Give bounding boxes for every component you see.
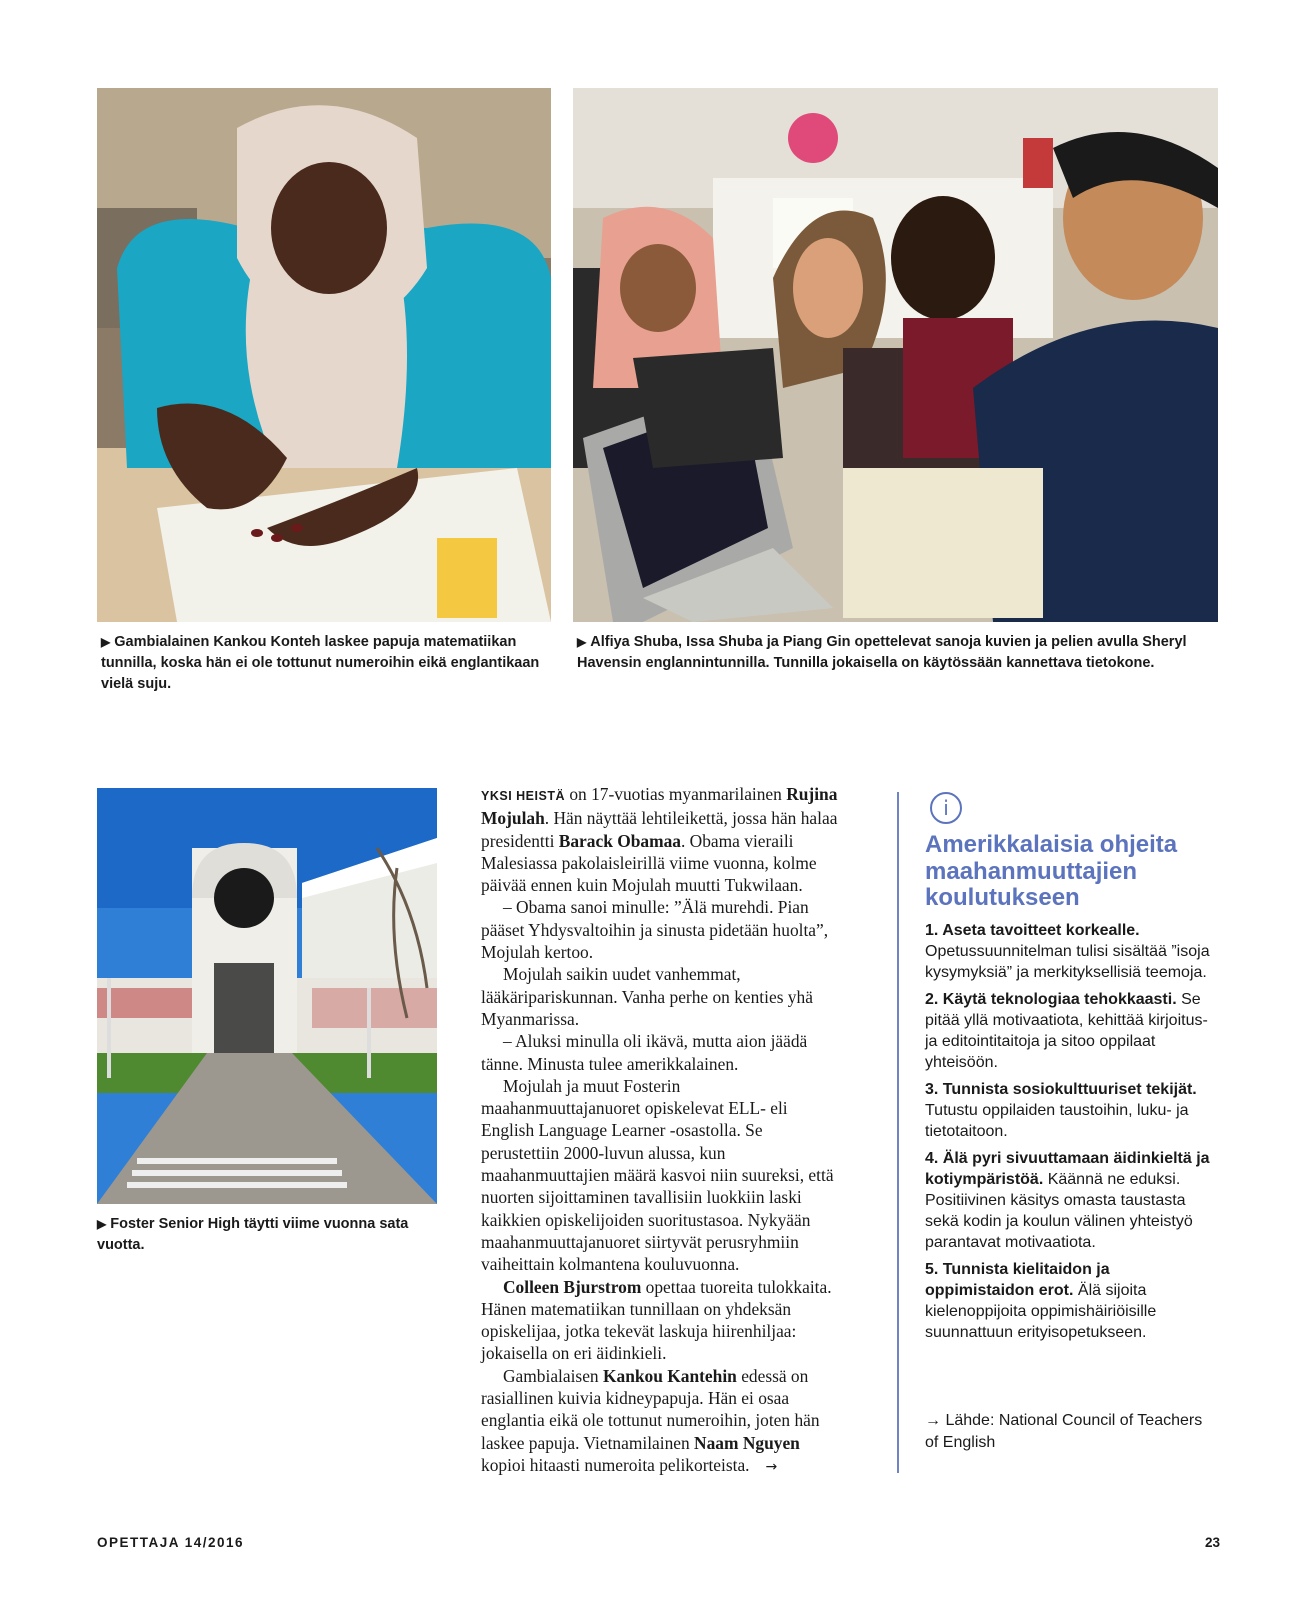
info-icon: i bbox=[930, 792, 962, 824]
person-name: Rujina Mojulah bbox=[481, 784, 838, 829]
caption-school: ▶ Foster Senior High täytti viime vuonna sata vuotta. bbox=[97, 1216, 409, 1253]
person-name: Colleen Bjurstrom bbox=[503, 1276, 642, 1297]
article-paragraph: YKSI HEISTÄ on 17-vuotias myanmarilainen Rujina Mojulah. Hän näyttää lehtileikettä, jossa hän halaa presidentti Barack Obamaa. Obama vieraili Malesiassa pakolaisleirillä viime vuonna, kolme päivää ennen kuin Mojulah muutti Tukwilaan. bbox=[481, 784, 838, 896]
sidebar-title: Amerikkalaisia ohjeita maahanmuuttajien koulutukseen bbox=[925, 831, 1178, 911]
arrow-right-icon: → bbox=[925, 1412, 941, 1429]
person-name: Barack Obamaa bbox=[558, 830, 681, 851]
continue-arrow-icon: → bbox=[765, 1458, 778, 1475]
lead-in: YKSI HEISTÄ bbox=[481, 789, 565, 803]
article-paragraph: – Aluksi minulla oli ikävä, mutta aion jäädä tänne. Minusta tulee amerikkalainen. bbox=[481, 1031, 808, 1074]
tip-item: 1. Aseta tavoitteet korkealle. Opetussuunnitelman tulisi sisältää ”isoja kysymyksiä” ja merkityksellisiä teemoja. bbox=[925, 922, 1210, 981]
person-name: Naam Nguyen bbox=[694, 1432, 800, 1453]
math-student-photo bbox=[97, 88, 551, 622]
article-paragraph: Mojulah saikin uudet vanhemmat, lääkäripariskunnan. Vanha perhe on kenties yhä Myanmarissa. bbox=[481, 964, 813, 1029]
tip-item: 5. Tunnista kielitaidon ja oppimistaidon erot. Älä sijoita kielenoppijoita oppimishäiriöisille suunnattuun erityisopetukseen. bbox=[925, 1261, 1157, 1341]
publication-label: OPETTAJA 14/2016 bbox=[97, 1535, 245, 1550]
laptop-group-photo bbox=[573, 88, 1218, 622]
caption-laptop-group: ▶ Alfiya Shuba, Issa Shuba ja Piang Gin opettelevat sanoja kuvien ja pelien avulla Sheryl Havensin englannintunnilla. Tunnilla jokaisella on käytössään kannettava tietokone. bbox=[577, 634, 1187, 671]
page-number: 23 bbox=[1205, 1535, 1221, 1550]
tip-item: 2. Käytä teknologiaa tehokkaasti. Se pitää yllä motivaatiota, kehittää kirjoitus- ja editointitaitoja ja sitoo oppilaat yhteisöön. bbox=[925, 991, 1208, 1071]
article-paragraph: – Obama sanoi minulle: ”Älä murehdi. Pian pääset Yhdysvaltoihin ja sinusta pidetään huolta”, Mojulah kertoo. bbox=[481, 897, 829, 963]
article-paragraph: Mojulah ja muut Fosterin maahanmuuttajanuoret opiskelevat ELL- eli English Language Learner -osastolla. Se perustettiin 2000-luvun alussa, kun maahanmuuttajien määrä kasvoi niin suureksi, että nuorten sijoittaminen tavallisiin luokkiin laski kaikkien opiskelijoiden suoritustasoa. Nykyään maahanmuuttajanuoret siirtyvät perusryhmiin vaiheittain kolmantena kouluvuonna. bbox=[481, 1075, 834, 1275]
article-body bbox=[481, 783, 841, 1478]
person-name: Kankou Kantehin bbox=[602, 1365, 737, 1386]
source-note: → Lähde: National Council of Teachers of English bbox=[925, 1412, 1203, 1451]
article-paragraph: Colleen Bjurstrom opettaa tuoreita tulokkaita. Hänen matematiikan tunnillaan on yhdeksän opiskelijaa, jotka tekevät laskuja hiirenhiljaa: jokaisella on eri äidinkieli. bbox=[481, 1276, 832, 1364]
tips-list bbox=[925, 920, 1210, 1349]
sidebar-rule bbox=[897, 792, 899, 1473]
tip-item: 4. Älä pyri sivuuttamaan äidinkieltä ja kotiympäristöä. Käännä ne eduksi. Positiivinen käsitys omasta taustasta sekä kodin ja koulun välinen yhteistyö parantavat motivaatiota. bbox=[925, 1150, 1210, 1251]
school-building-photo bbox=[97, 788, 437, 1204]
triangle-bullet-icon: ▶ bbox=[97, 1217, 107, 1231]
triangle-bullet-icon: ▶ bbox=[101, 635, 111, 649]
caption-math-student: ▶ Gambialainen Kankou Konteh laskee papuja matematiikan tunnilla, koska hän ei ole tottunut numeroihin eikä englantikaan vielä suju. bbox=[101, 634, 540, 692]
tip-item: 3. Tunnista sosiokulttuuriset tekijät. Tutustu oppilaiden taustoihin, luku- ja tietotaitoon. bbox=[925, 1081, 1197, 1140]
article-paragraph: Gambialaisen Kankou Kantehin edessä on rasiallinen kuivia kidneypapuja. Hän ei osaa englantia eikä ole tottunut numeroihin, joten hän laskee papuja. Vietnamilainen Naam Nguyen kopioi hitaasti numeroita pelikorteista. → bbox=[481, 1365, 820, 1475]
triangle-bullet-icon: ▶ bbox=[577, 635, 587, 649]
